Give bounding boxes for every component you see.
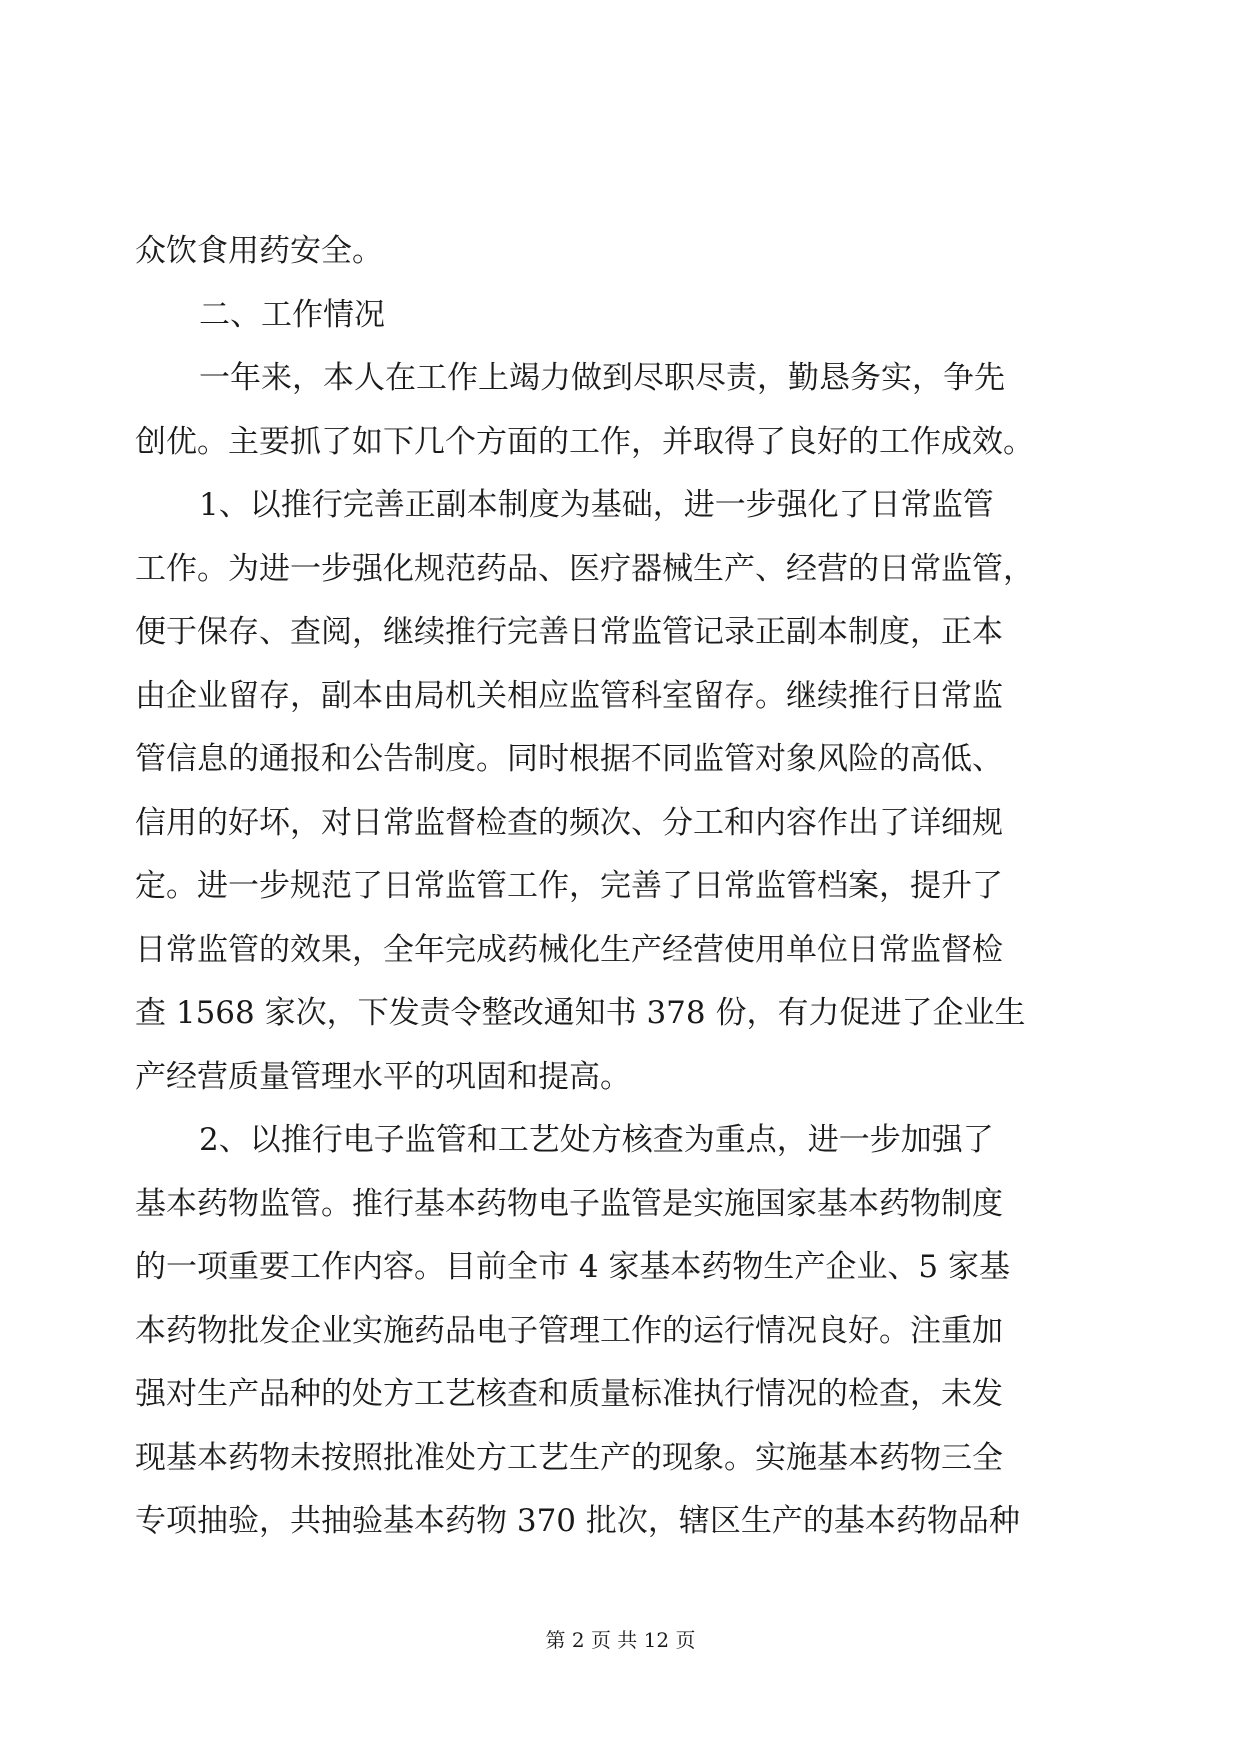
text-line: 的一项重要工作内容。目前全市 4 家基本药物生产企业、5 家基	[135, 1249, 1011, 1285]
text-line: 一年来，本人在工作上竭力做到尽职尽责，勤恳务实，争先	[199, 360, 1005, 396]
text-line: 现基本药物未按照批准处方工艺生产的现象。实施基本药物三全	[135, 1439, 1003, 1476]
text-line: 定。进一步规范了日常监管工作，完善了日常监管档案，提升了	[135, 868, 1003, 904]
text-line: 便于保存、查阅，继续推行完善日常监管记录正副本制度，正本	[135, 614, 1003, 650]
text-line: 查 1568 家次，下发责令整改通知书 378 份，有力促进了企业生	[135, 995, 1026, 1031]
text-line: 工作。为进一步强化规范药品、医疗器械生产、经营的日常监管，	[135, 550, 1034, 587]
page-number-footer: 第 2 页 共 12 页	[545, 1628, 696, 1652]
text-line: 日常监管的效果，全年完成药械化生产经营使用单位日常监督检	[135, 931, 1003, 968]
text-line: 强对生产品种的处方工艺核查和质量标准执行情况的检查，未发	[135, 1376, 1003, 1412]
text-line: 众饮食用药安全。	[135, 233, 383, 269]
text-line: 本药物批发企业实施药品电子管理工作的运行情况良好。注重加	[135, 1312, 1003, 1349]
text-line: 1、以推行完善正副本制度为基础，进一步强化了日常监管	[199, 487, 994, 523]
text-line: 基本药物监管。推行基本药物电子监管是实施国家基本药物制度	[135, 1185, 1003, 1222]
text-line: 2、以推行电子监管和工艺处方核查为重点，进一步加强了	[199, 1122, 994, 1158]
text-line: 专项抽验，共抽验基本药物 370 批次，辖区生产的基本药物品种	[135, 1503, 1020, 1539]
document-body	[135, 220, 1105, 1554]
section-heading: 二、工作情况	[199, 296, 385, 333]
text-line: 产经营质量管理水平的巩固和提高。	[135, 1058, 631, 1095]
text-line: 创优。主要抓了如下几个方面的工作，并取得了良好的工作成效。	[135, 423, 1034, 460]
text-line: 由企业留存，副本由局机关相应监管科室留存。继续推行日常监	[135, 677, 1003, 714]
text-line: 信用的好坏，对日常监督检查的频次、分工和内容作出了详细规	[135, 804, 1003, 841]
text-line: 管信息的通报和公告制度。同时根据不同监管对象风险的高低、	[135, 741, 1003, 777]
